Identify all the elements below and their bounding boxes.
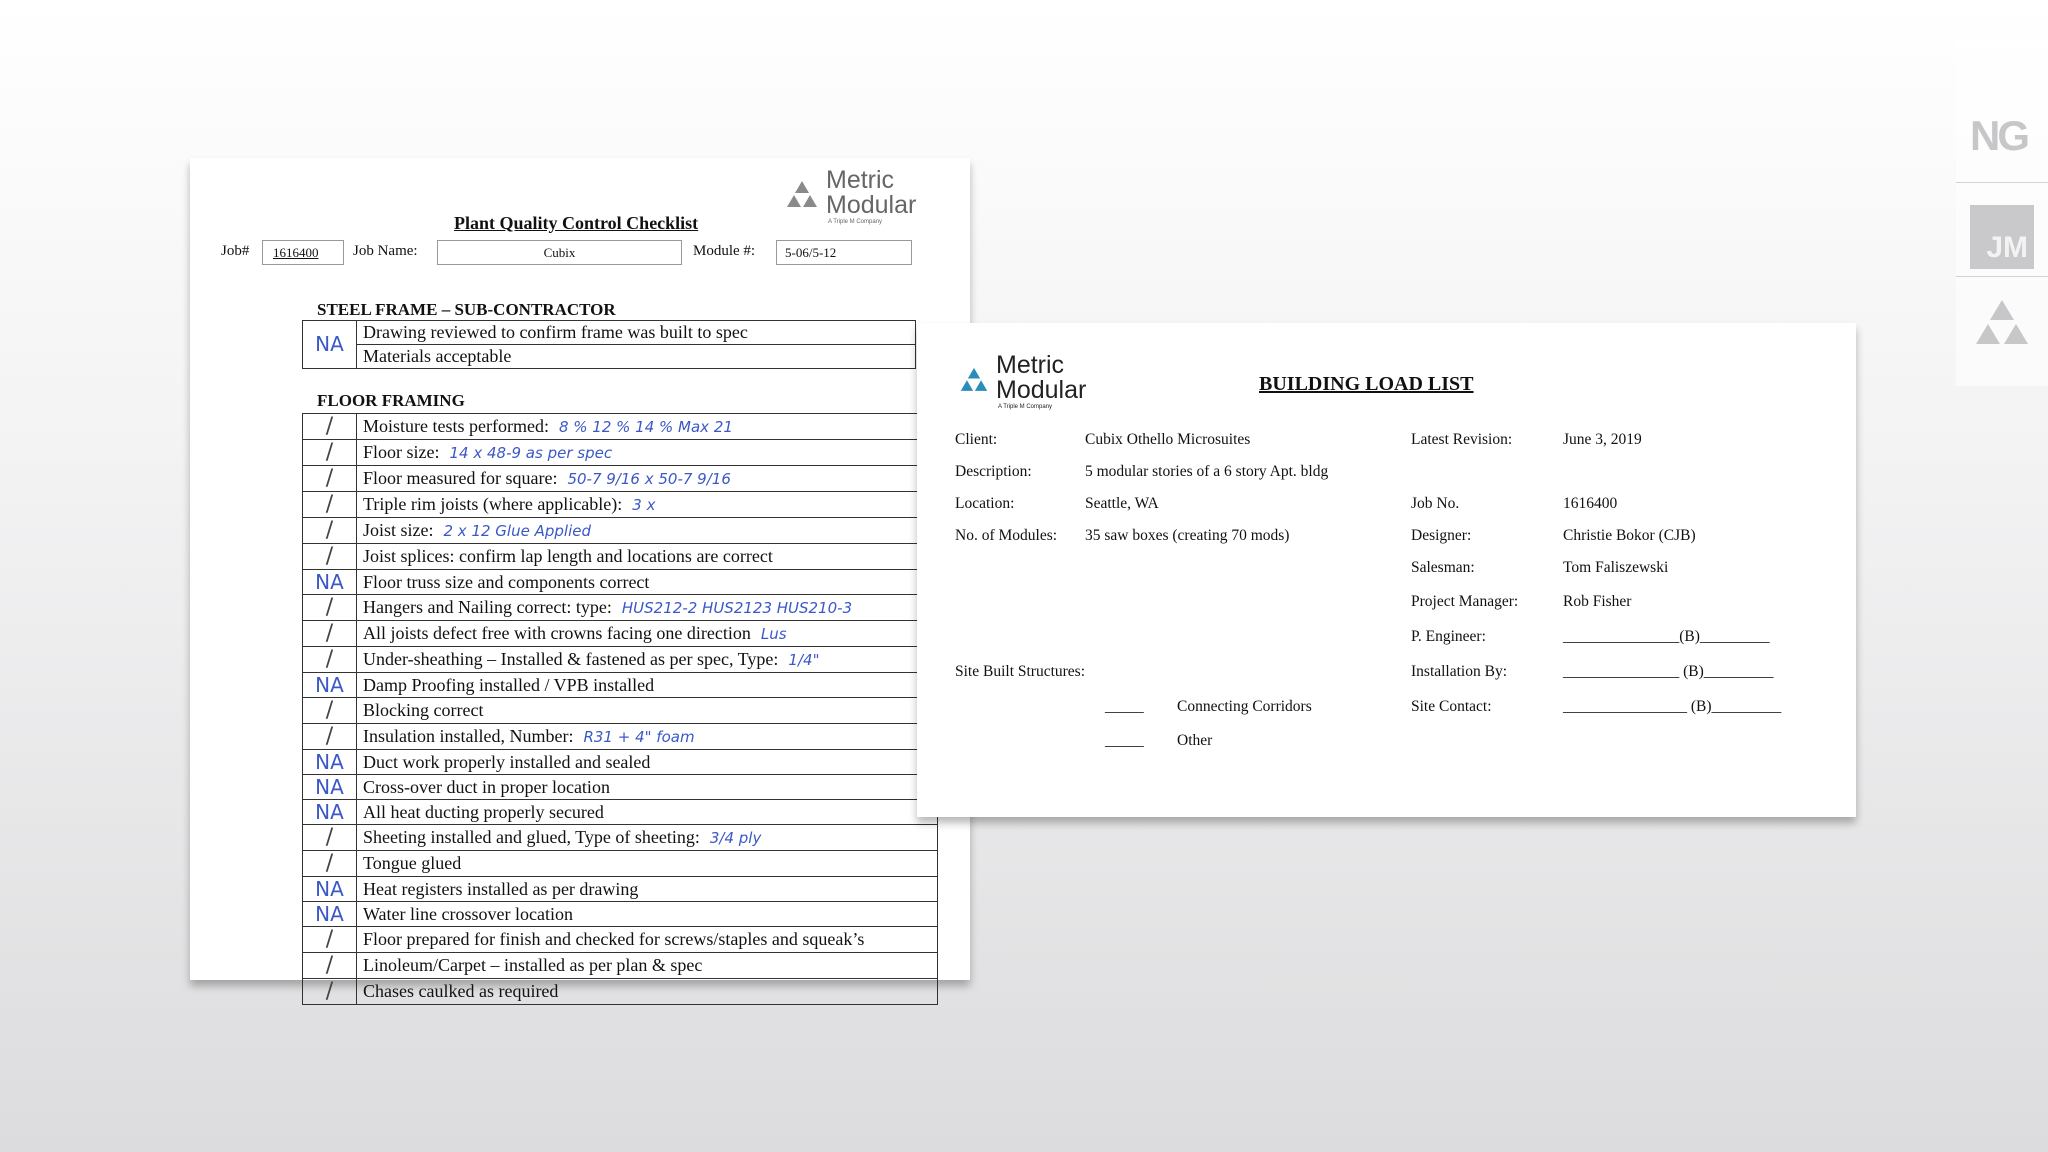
handwritten-entry: R31 + 4" foam xyxy=(583,728,695,746)
na-mark: NA xyxy=(303,673,357,698)
table-row xyxy=(303,321,916,345)
table-row xyxy=(303,570,938,595)
field-value: June 3, 2019 xyxy=(1563,431,1642,448)
checklist-item-text: Duct work properly installed and sealed xyxy=(363,751,651,772)
field-label: Site Contact: xyxy=(1411,698,1492,715)
checklist-item-text: Tongue glued xyxy=(363,853,462,873)
brand-tagline: A Triple M Company xyxy=(998,404,1053,410)
brand-line2: Modular xyxy=(826,191,917,219)
handwritten-entry: 8 % 12 % 14 % Max 21 xyxy=(558,418,733,436)
field-value: Tom Faliszewski xyxy=(1563,559,1669,576)
checklist-item-text: Hangers and Nailing correct: type: xyxy=(363,597,612,617)
check-mark: / xyxy=(303,595,357,621)
checklist-brand-logo xyxy=(784,168,916,226)
checklist-item xyxy=(357,902,938,927)
checklist-item: Drawing reviewed to confirm frame was built to spec xyxy=(357,321,916,345)
quality-control-checklist xyxy=(190,158,970,1004)
table-row xyxy=(303,927,938,953)
field-label: Job No. xyxy=(1411,495,1460,512)
checklist-item xyxy=(357,825,938,851)
table-row xyxy=(303,979,938,1005)
brand-line1: Metric xyxy=(826,166,895,194)
check-mark: / xyxy=(303,466,357,492)
check-mark: / xyxy=(303,440,357,466)
site-option-label: Other xyxy=(1177,732,1213,749)
table-row xyxy=(303,953,938,979)
field-value: ________________ (B)_________ xyxy=(1563,698,1782,715)
check-mark: / xyxy=(303,518,357,544)
checklist-item xyxy=(357,698,938,724)
divider xyxy=(1956,182,2048,183)
checklist-item xyxy=(357,927,938,953)
field-label: Latest Revision: xyxy=(1411,431,1513,448)
checklist-item-text: Floor truss size and components correct xyxy=(363,571,650,592)
checklist-item-text: Blocking correct xyxy=(363,700,484,720)
check-mark: / xyxy=(303,979,357,1005)
steel-frame-table xyxy=(302,320,916,369)
checklist-item xyxy=(357,979,938,1005)
checklist-item-text: Under-sheathing – Installed & fastened as per spec, Type: xyxy=(363,649,779,669)
checklist-item xyxy=(357,621,938,647)
na-mark: NA xyxy=(303,877,357,902)
field-label: Salesman: xyxy=(1411,559,1475,576)
logo-strip xyxy=(1956,40,2048,386)
na-mark: NA xyxy=(303,800,357,825)
table-row xyxy=(303,621,938,647)
checklist-item xyxy=(357,800,938,825)
table-row xyxy=(303,492,938,518)
table-row xyxy=(303,698,938,724)
table-row xyxy=(303,466,938,492)
checklist-item xyxy=(357,750,938,775)
checklist-item-text: Floor prepared for finish and checked for screws/staples and squeak’s xyxy=(363,929,865,949)
checklist-item xyxy=(357,724,938,750)
checklist-item-text: All joists defect free with crowns facing one direction xyxy=(363,623,751,643)
field-value: 35 saw boxes (creating 70 mods) xyxy=(1085,527,1290,544)
field-label: Installation By: xyxy=(1411,663,1508,680)
checklist-item-text: Sheeting installed and glued, Type of sheeting: xyxy=(363,827,700,847)
check-mark: / xyxy=(303,544,357,570)
check-mark: / xyxy=(303,492,357,518)
table-row xyxy=(303,647,938,673)
na-mark: NA xyxy=(303,902,357,927)
checklist-item: Materials acceptable xyxy=(357,344,916,368)
table-row xyxy=(303,851,938,877)
table-row xyxy=(303,544,938,570)
table-row xyxy=(303,825,938,851)
checklist-item-text: Moisture tests performed: xyxy=(363,416,549,436)
handwritten-entry: Lus xyxy=(760,625,787,643)
table-row xyxy=(303,440,938,466)
brand-line2: Modular xyxy=(996,376,1087,404)
steel-frame-title: STEEL FRAME – SUB-CONTRACTOR xyxy=(317,300,616,319)
field-value: Cubix Othello Microsuites xyxy=(1085,431,1251,448)
field-value: Rob Fisher xyxy=(1563,593,1632,610)
site-option-blank: _____ xyxy=(1105,698,1144,715)
na-mark: NA xyxy=(303,750,357,775)
checklist-item xyxy=(357,492,938,518)
checklist-item-text: Joist size: xyxy=(363,520,434,540)
table-row xyxy=(303,673,938,698)
handwritten-entry: 3/4 ply xyxy=(709,829,762,847)
checklist-item xyxy=(357,466,938,492)
checklist-item xyxy=(357,595,938,621)
table-row xyxy=(303,750,938,775)
checklist-item xyxy=(357,851,938,877)
checklist-item-text: Chases caulked as required xyxy=(363,981,559,1001)
checklist-item-text: Linoleum/Carpet – installed as per plan & spec xyxy=(363,955,703,975)
checklist-item-text: All heat ducting properly secured xyxy=(363,801,604,822)
field-label: P. Engineer: xyxy=(1411,628,1486,645)
checklist-item xyxy=(357,673,938,698)
checklist-item-text: Cross-over duct in proper location xyxy=(363,776,610,797)
check-mark: / xyxy=(303,621,357,647)
checklist-item xyxy=(357,544,938,570)
table-row xyxy=(303,775,938,800)
field-label: Description: xyxy=(955,463,1032,480)
field-value: Christie Bokor (CJB) xyxy=(1563,527,1696,544)
checklist-item xyxy=(357,775,938,800)
table-row xyxy=(303,595,938,621)
field-label: Designer: xyxy=(1411,527,1472,544)
checklist-item-text: Floor size: xyxy=(363,442,440,462)
table-row xyxy=(303,344,916,368)
module-field: 5-06/5-12 xyxy=(776,240,912,265)
field-label: Location: xyxy=(955,495,1015,512)
loadlist-brand-logo xyxy=(958,353,1086,411)
check-mark: / xyxy=(303,927,357,953)
ng-logo-icon: NG xyxy=(1970,112,2027,159)
table-row xyxy=(303,800,938,825)
check-mark: / xyxy=(303,698,357,724)
checklist-item-text: Triple rim joists (where applicable): xyxy=(363,494,623,514)
checklist-item-text: Joist splices: confirm lap length and locations are correct xyxy=(363,546,773,566)
field-value: _______________(B)_________ xyxy=(1563,628,1770,645)
load-list-title: BUILDING LOAD LIST xyxy=(1259,373,1474,395)
checklist-item-text: Insulation installed, Number: xyxy=(363,726,574,746)
table-row xyxy=(303,518,938,544)
checklist-item xyxy=(357,414,938,440)
table-row xyxy=(303,414,938,440)
table-row xyxy=(303,902,938,927)
job-number-field: 1616400 xyxy=(262,240,344,265)
site-option-blank: _____ xyxy=(1105,732,1144,749)
check-mark: / xyxy=(303,825,357,851)
table-row xyxy=(303,724,938,750)
job-label: Job# xyxy=(221,243,250,259)
metric-modular-logo-icon xyxy=(1970,298,2034,362)
checklist-item-text: Heat registers installed as per drawing xyxy=(363,878,639,899)
handwritten-entry: 3 x xyxy=(632,496,656,514)
field-label: Client: xyxy=(955,431,998,448)
brand-line1: Metric xyxy=(996,351,1065,379)
field-value: 5 modular stories of a 6 story Apt. bldg xyxy=(1085,463,1329,480)
na-mark: NA xyxy=(303,321,357,369)
checklist-item-text: Floor measured for square: xyxy=(363,468,558,488)
handwritten-entry: 50-7 9/16 x 50-7 9/16 xyxy=(567,470,731,488)
checklist-title: Plant Quality Control Checklist xyxy=(454,213,699,233)
divider xyxy=(1956,276,2048,277)
checklist-item xyxy=(357,518,938,544)
na-mark: NA xyxy=(303,570,357,595)
metric-modular-logo-icon xyxy=(958,367,990,397)
floor-framing-title: FLOOR FRAMING xyxy=(317,391,465,410)
jm-logo-icon: JM xyxy=(1970,205,2034,269)
handwritten-entry: HUS212-2 HUS2123 HUS210-3 xyxy=(621,599,853,617)
field-value: _______________ (B)_________ xyxy=(1563,663,1774,680)
metric-modular-logo-icon xyxy=(784,180,820,214)
field-value: Seattle, WA xyxy=(1085,495,1159,512)
checklist-item xyxy=(357,570,938,595)
job-name-label: Job Name: xyxy=(353,243,418,259)
checklist-item xyxy=(357,440,938,466)
handwritten-entry: 2 x 12 Glue Applied xyxy=(443,522,591,540)
checklist-item xyxy=(357,953,938,979)
module-label: Module #: xyxy=(693,243,756,259)
check-mark: / xyxy=(303,724,357,750)
na-mark: NA xyxy=(303,775,357,800)
table-row xyxy=(303,877,938,902)
checklist-item-text: Damp Proofing installed / VPB installed xyxy=(363,674,655,695)
check-mark: / xyxy=(303,851,357,877)
job-name-field: Cubix xyxy=(437,240,682,265)
floor-framing-table xyxy=(302,413,938,1005)
check-mark: / xyxy=(303,647,357,673)
building-load-list xyxy=(917,323,1856,817)
site-built-label: Site Built Structures: xyxy=(955,663,1086,680)
brand-tagline: A Triple M Company xyxy=(828,219,883,225)
checklist-item xyxy=(357,877,938,902)
handwritten-entry: 14 x 48-9 as per spec xyxy=(449,444,613,462)
checklist-item-text: Water line crossover location xyxy=(363,903,573,924)
field-label: Project Manager: xyxy=(1411,593,1519,610)
site-option-label: Connecting Corridors xyxy=(1177,698,1312,715)
handwritten-entry: 1/4" xyxy=(788,651,820,669)
field-value: 1616400 xyxy=(1563,495,1618,512)
checklist-item xyxy=(357,647,938,673)
check-mark: / xyxy=(303,414,357,440)
field-label: No. of Modules: xyxy=(955,527,1058,544)
check-mark: / xyxy=(303,953,357,979)
